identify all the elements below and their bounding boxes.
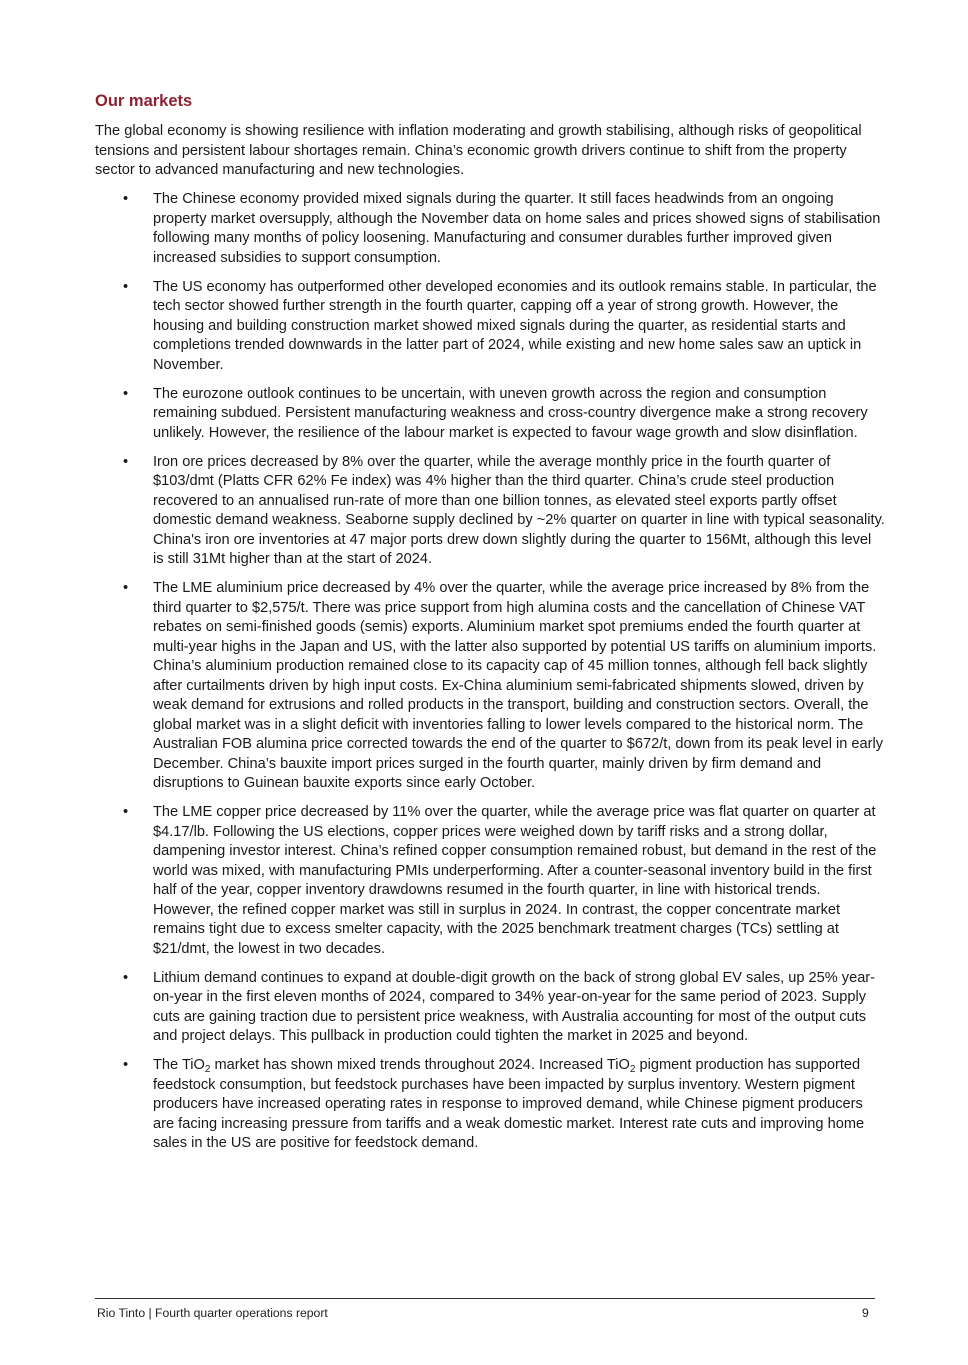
bullet-marker: • xyxy=(123,191,129,207)
bullet-china-economy xyxy=(95,190,885,268)
bullet-iron-ore xyxy=(95,453,885,570)
subscript-2: 2 xyxy=(204,1064,211,1075)
page-number: 9 xyxy=(862,1306,869,1320)
bullet-text: The Chinese economy provided mixed signals during the quarter. It still faces headwinds from an ongoing property market oversupply, although the November data on home sales and prices showed signs of stabilisation following many months of policy loosening. Manufacturing and consumer durables further improved given increased subsidies to support consumption. xyxy=(153,191,881,266)
bullet-marker: • xyxy=(123,385,129,402)
bullet-text: Lithium demand continues to expand at double-digit growth on the back of strong global EV sales, up 25% year-on-year in the first eleven months of 2024, compared to 34% year-on-year for the same period of 2023. Supply cuts are gaining traction due to persistent price weakness, with Australia accounting for most of the output cuts and project delays. This pullback in production could tighten the market in 2025 and beyond. xyxy=(153,969,876,1044)
bullet-marker: • xyxy=(123,969,129,986)
bullet-text: The US economy has outperformed other developed economies and its outlook remains stable. In particular, the tech sector showed further strength in the fourth quarter, capping off a year of strong growth. However, the housing and building construction market showed mixed signals during the quarter, as residential starts and completions trended downwards in the latter part of 2024, while existing and new home sales saw an uptick in November. xyxy=(153,278,877,373)
bullet-text: The LME aluminium price decreased by 4% over the quarter, while the average price increased by 8% from the third quarter to $2,575/t. There was price support from high alumina costs and the cancellation of Chinese VAT rebates on semi-finished goods (semis) exports. Aluminium market spot premiums ended the fourth quarter at multi-year highs in the Japan and US, with the latter also supported by potential US tariffs on aluminium imports. China’s aluminium production remained close to its capacity cap of 45 million tonnes, although fell back slightly after curtailments driven by high input costs. Ex-China aluminium semi-fabricated shipments slowed, driven by weak demand for extrusions and rolled products in the transport, building and construction sectors. Overall, the global market was in a slight deficit with inventories falling to lower levels compared to the historical norm. The Australian FOB alumina price corrected towards the end of the quarter to $672/t, down from its peak level in early December. China’s bauxite import prices surged in the fourth quarter, mainly driven by firm demand and disruptions to Guinean bauxite exports since early October. xyxy=(153,580,884,791)
market-bullets-list xyxy=(95,190,885,1163)
subscript-2: 2 xyxy=(629,1064,636,1075)
footer-report-title: Rio Tinto | Fourth quarter operations report xyxy=(97,1306,328,1320)
bullet-us-economy xyxy=(95,278,885,376)
bullet-lithium xyxy=(95,969,885,1047)
bullet-marker: • xyxy=(123,453,129,470)
section-heading: Our markets xyxy=(95,92,193,110)
bullet-text: Iron ore prices decreased by 8% over the quarter, while the average monthly price in the fourth quarter of $103/dmt (Platts CFR 62% Fe index) was 4% higher than the third quarter. China’s crude steel production recovered to an annualised run-rate of more than one billion tonnes, as elevated steel exports partly offset domestic demand weakness. Seaborne supply declined by ~2% quarter on quarter in line with typical seasonality. China's iron ore inventories at 47 major ports drew down slightly during the quarter to 156Mt, although this level is still 31Mt higher than at the start of 2024. xyxy=(153,453,885,567)
bullet-tio2 xyxy=(95,1056,885,1154)
bullet-marker: • xyxy=(123,580,129,596)
tio2-text-part-2: market has shown mixed trends throughout 2024. Increased TiO xyxy=(210,1057,630,1073)
bullet-copper xyxy=(95,803,885,959)
bullet-text: The LME copper price decreased by 11% over the quarter, while the average price was flat quarter on quarter at $4.17/lb. Following the US elections, copper prices were weighed down by tariff risks and a strong dollar, dampening investor interest. China’s refined copper consumption remained robust, but demand in the rest of the world was mixed, with manufacturing PMIs underperforming. After a counter-seasonal inventory build in the first half of the year, copper inventory drawdowns resumed in the fourth quarter, in line with historical trends. However, the refined copper market was still in surplus in 2024. In contrast, the copper concentrate market remains tight due to excess smelter capacity, with the 2025 benchmark treatment charges (TCs) settling at $21/dmt, the lowest in two decades. xyxy=(153,804,877,957)
bullet-text: The eurozone outlook continues to be uncertain, with uneven growth across the region and consumption remaining subdued. Persistent manufacturing weakness and cross-country divergence make a strong recovery unlikely. However, the resilience of the labour market is expected to favour wage growth and slow disinflation. xyxy=(153,385,868,441)
bullet-aluminium xyxy=(95,579,885,794)
tio2-text-part-1: The TiO xyxy=(153,1057,205,1073)
bullet-marker: • xyxy=(123,804,129,820)
bullet-marker: • xyxy=(123,1057,129,1073)
bullet-marker: • xyxy=(123,278,129,295)
bullet-eurozone xyxy=(95,385,885,444)
tio2-text-part-3: pigment production has supported feedstock consumption, but feedstock purchases have been impacted by surplus inventory. Western pigment producers have increased operating rates in response to improved demand, while Chinese pigment producers are facing increasing pressure from tariffs and a weak domestic market. Interest rate cuts and improving home sales in the US are positive for feedstock demand. xyxy=(153,1057,865,1151)
footer-divider xyxy=(95,1298,875,1299)
bullet-text xyxy=(153,1057,864,1151)
intro-paragraph: The global economy is showing resilience with inflation moderating and growth stabilising, although risks of geopolitical tensions and persistent labour shortages remain. China’s economic growth drivers continue to shift from the property sector to advanced manufacturing and new technologies. xyxy=(95,123,862,178)
